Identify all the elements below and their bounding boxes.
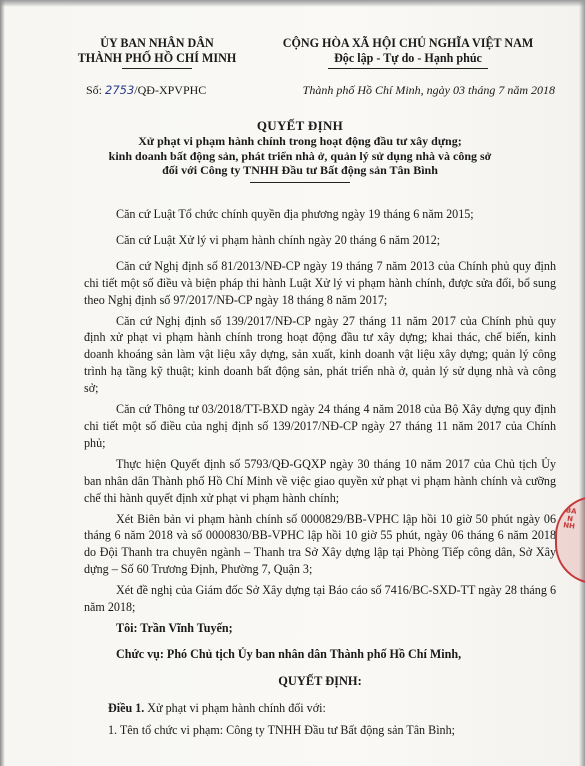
article-1-text: Xử phạt vi phạm hành chính đối với: xyxy=(144,700,326,715)
article-1-label: Điều 1. xyxy=(108,700,145,715)
issuing-authority xyxy=(62,36,252,69)
red-seal-stamp xyxy=(555,496,585,584)
proposal-paragraph: Xét đề nghị của Giám đốc Sở Xây dựng tại Báo cáo số 7416/BC-SXD-TT ngày 28 tháng 6 năm 2018; xyxy=(84,583,556,615)
subject-line-2: kinh doanh bất động sản, phát triển nhà ở, quản lý sử dụng nhà và công sở xyxy=(108,148,492,163)
number-suffix: /QĐ-XPVPHC xyxy=(134,83,207,97)
scan-edge-right xyxy=(579,0,585,766)
subject-underline xyxy=(250,182,350,183)
item-1-text: Tên tổ chức vi phạm: Công ty TNHH Đầu tư Bất động sản Tân Bình; xyxy=(117,722,456,737)
signer-name: Tôi: Trần Vĩnh Tuyến; xyxy=(116,620,233,635)
violation-record-paragraph: Xét Biên bản vi phạm hành chính số 0000829/BB-VPHC lập hồi 10 giờ 50 phút ngày 06 tháng 6 năm 2018 và số 0000830/BB-VPHC lập hồi 10 giờ 55 phút, ngày 06 tháng 6 năm 2018 do Đội Thanh tra chuyên ngành – Thanh tra Sở Xây dựng lập tại Phòng Tiếp công dân, Sở Xây dựng – Số 60 Trương Định, Phường 7, Quận 3; xyxy=(84,511,556,577)
legal-basis-4: Căn cứ Nghị định số 139/2017/NĐ-CP ngày 27 tháng 11 năm 2017 của Chính phủ quy định xử phạt vi phạm hành chính trong hoạt động đầu tư xây dựng; khai thác, chế biến, kinh doanh khoáng sản làm vật liệu xây dựng, sản xuất, kinh doanh vật liệu xây dựng; quản lý công trình hạ tầng kỹ thuật; kinh doanh bất động sản, phát triển nhà ở, quản lý sử dụng nhà và công sở; xyxy=(84,313,556,396)
authorization-paragraph: Thực hiện Quyết định số 5793/QĐ-GQXP ngày 30 tháng 10 năm 2017 của Chủ tịch Ủy ban nhân dân Thành phố Hồ Chí Minh về việc giao quyền xử phạt vi phạm hành chính và cưỡng chế thi hành quyết định xử phạt vi phạm hành chính; xyxy=(84,456,556,505)
item-1-label: 1. xyxy=(108,722,118,737)
legal-basis-2: Căn cứ Luật Xử lý vi phạm hành chính ngày 20 tháng 6 năm 2012; xyxy=(116,232,441,247)
legal-basis-5: Căn cứ Thông tư 03/2018/TT-BXD ngày 24 tháng 4 năm 2018 của Bộ Xây dựng quy định chi tiết một số điều của nghị định số 139/2017/NĐ-CP ngày 27 tháng 11 năm 2017 của Chính phủ; xyxy=(84,402,556,450)
document-title: QUYẾT ĐỊNH xyxy=(256,118,344,133)
legal-basis-3: Căn cứ Nghị định số 81/2013/NĐ-CP ngày 19 tháng 7 năm 2013 của Chính phủ quy định chi tiết một số điều và biện pháp thi hành Luật Xử lý vi phạm hành chính, được sửa đổi, bổ sung theo Nghị định số 97/2017/NĐ-CP ngày 18 tháng 8 năm 2017; xyxy=(84,258,556,307)
subject-line-1: Xử phạt vi phạm hành chính trong hoạt động đầu tư xây dựng; xyxy=(138,134,462,148)
signer-position: Chức vụ: Phó Chủ tịch Ủy ban nhân dân Thành phố Hồ Chí Minh, xyxy=(116,646,462,661)
scan-edge-left xyxy=(0,0,5,766)
legal-basis-1: Căn cứ Luật Tổ chức chính quyền địa phương ngày 19 tháng 6 năm 2015; xyxy=(116,207,474,221)
document-number xyxy=(86,82,206,99)
stamp-text: BAN NH xyxy=(562,506,578,531)
scan-edge-top xyxy=(0,0,585,7)
place-date: Thành phố Hồ Chí Minh, ngày 03 tháng 7 năm 2018 xyxy=(302,83,555,97)
authority-underline xyxy=(122,68,192,69)
national-heading xyxy=(258,36,558,69)
article-1 xyxy=(84,700,556,717)
authority-line-2: THÀNH PHỐ HỒ CHÍ MINH xyxy=(77,50,237,65)
national-motto: Độc lập - Tự do - Hạnh phúc xyxy=(334,50,482,65)
authority-line-1: ỦY BAN NHÂN DÂN xyxy=(100,36,214,50)
article-1-item-1 xyxy=(84,722,556,739)
handwritten-number: 2753 xyxy=(105,83,135,97)
decision-heading: QUYẾT ĐỊNH: xyxy=(278,673,362,688)
document-body xyxy=(84,206,556,743)
number-label: Số: xyxy=(86,83,106,97)
subject-line-3: đối với Công ty TNHH Đầu tư Bất động sản Tân Bình xyxy=(162,163,438,178)
motto-underline xyxy=(328,68,488,69)
document-subject xyxy=(60,134,540,183)
national-name: CỘNG HÒA XÃ HỘI CHỦ NGHĨA VIỆT NAM xyxy=(282,36,534,50)
